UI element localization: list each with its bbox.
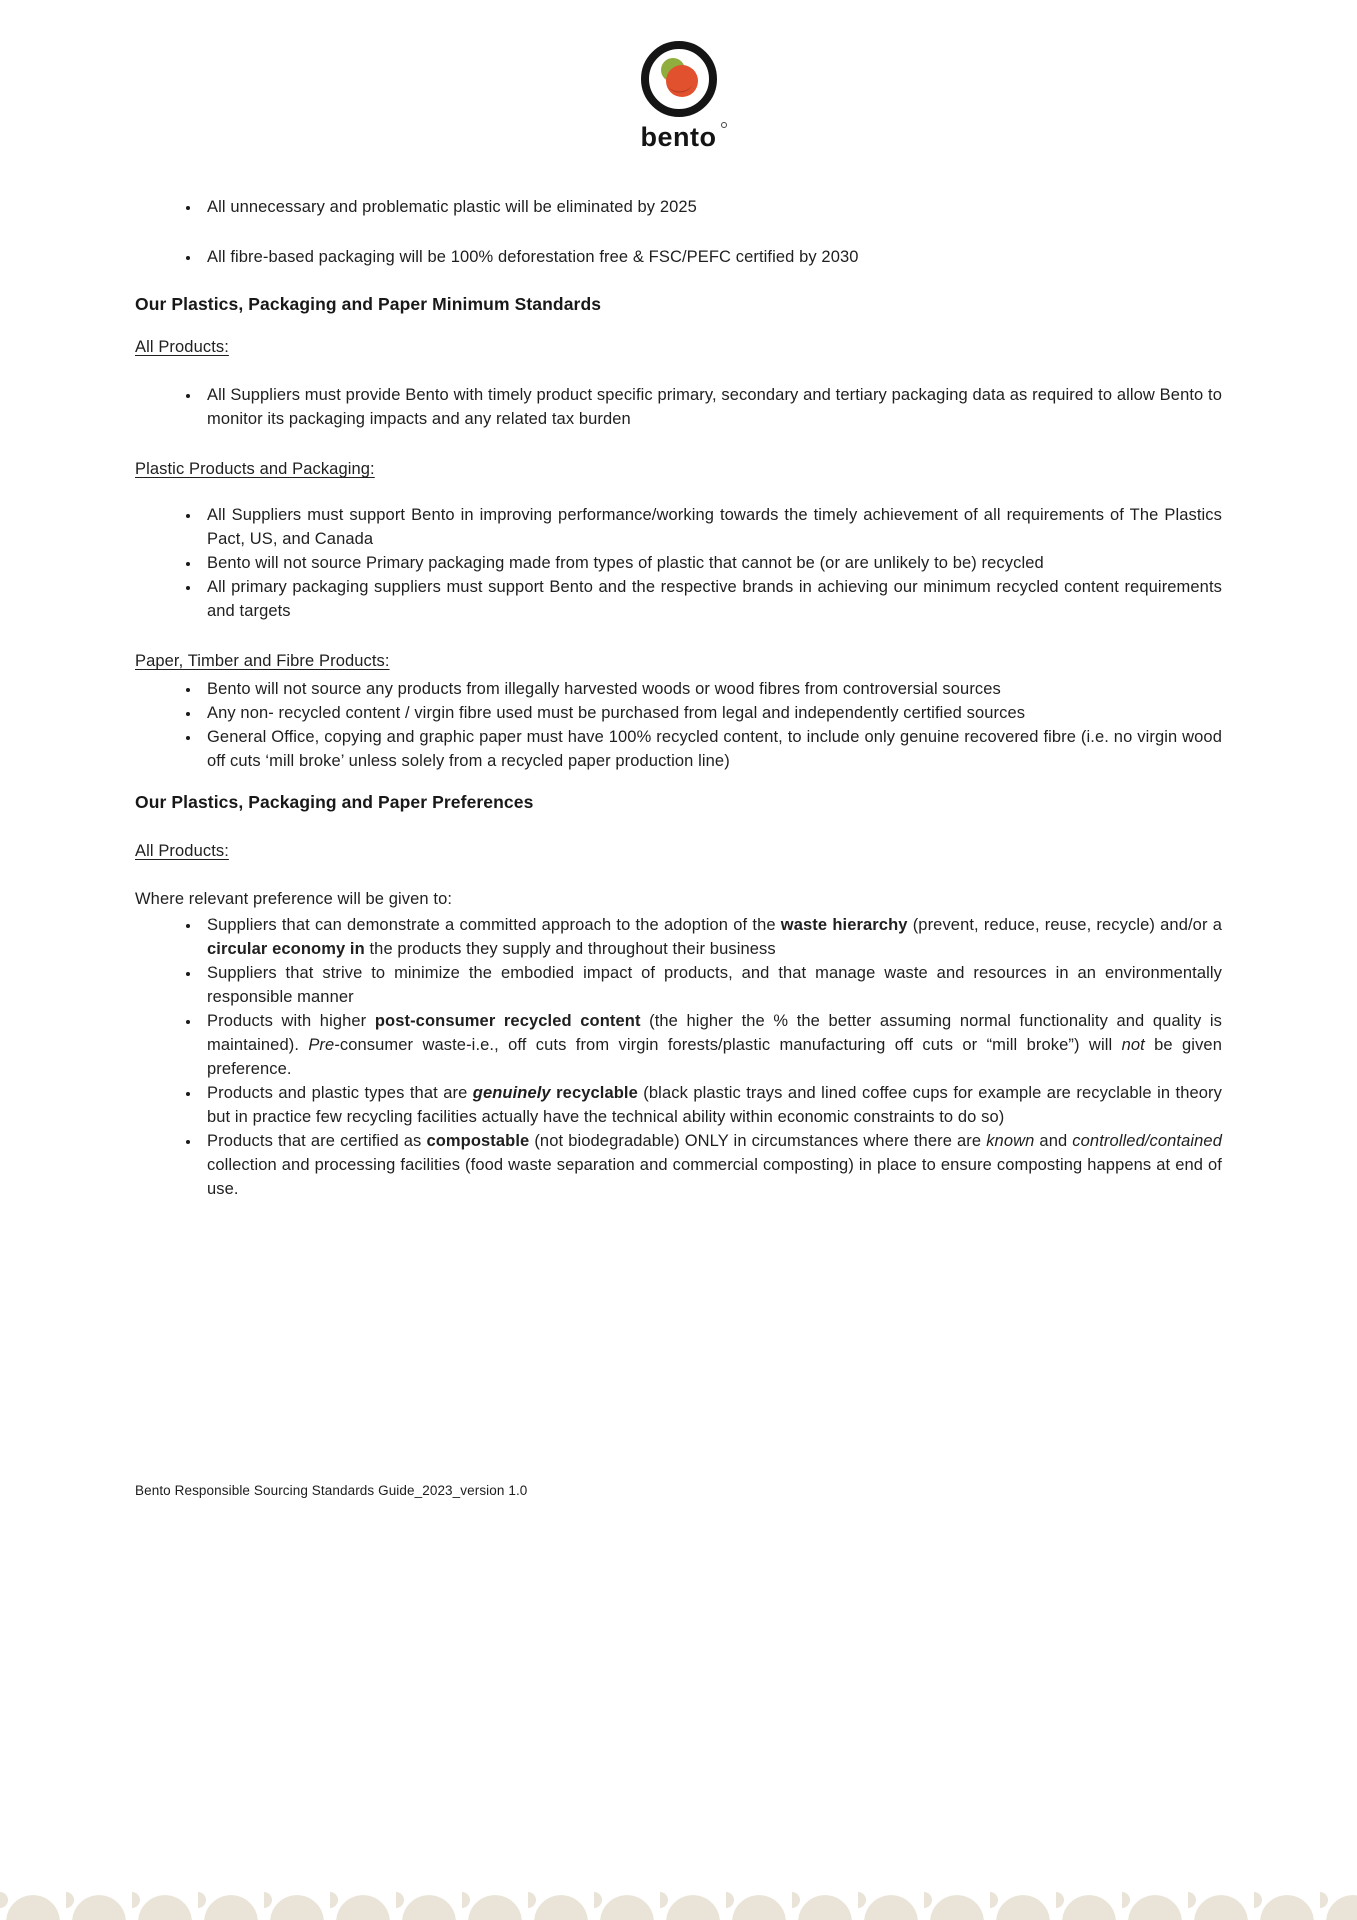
list-item: • Suppliers that can demonstrate a committed approach to the adoption of the waste hierarchy (prevent, reduce, reuse, recycle) and/or a circular economy in the products they supply and throughout their business <box>201 913 1222 961</box>
bento-logo <box>135 38 1222 151</box>
list-item: • Bento will not source any products from illegally harvested woods or wood fibres from controversial sources <box>201 677 1222 701</box>
intro-bullet-list <box>135 195 1222 269</box>
list-item: • Bento will not source Primary packaging made from types of plastic that cannot be (or are unlikely to be) recycled <box>201 551 1222 575</box>
subheading-plastic-products: Plastic Products and Packaging: <box>135 460 375 478</box>
trademark-icon <box>721 122 727 128</box>
subheading-all-products: All Products: <box>135 338 229 356</box>
subheading-all-products-preferences: All Products: <box>135 842 229 860</box>
bento-logo-icon <box>637 38 721 122</box>
list-item: • All Suppliers must support Bento in improving performance/working towards the timely achievement of all requirements of The Plastics Pact, US, and Canada <box>201 503 1222 551</box>
subheading-paper-timber-fibre: Paper, Timber and Fibre Products: <box>135 652 390 670</box>
section-heading-preferences: Our Plastics, Packaging and Paper Preferences <box>135 792 534 812</box>
paper-bullet-list <box>135 677 1222 773</box>
list-item: • Products with higher post-consumer recycled content (the higher the % the better assuming normal functionality and quality is maintained). Pre-consumer waste-i.e., off cuts from virgin forests/plastic manufacturing off cuts or “mill broke”) will not be given preference. <box>201 1009 1222 1081</box>
brand-wordmark-text: bento <box>640 122 717 152</box>
document-footer-text: Bento Responsible Sourcing Standards Guide_2023_version 1.0 <box>135 1483 528 1498</box>
list-item: • All Suppliers must provide Bento with timely product specific primary, secondary and tertiary packaging data as required to allow Bento to monitor its packaging impacts and any related tax burden <box>201 383 1222 431</box>
list-item: • All primary packaging suppliers must support Bento and the respective brands in achieving our minimum recycled content requirements and targets <box>201 575 1222 623</box>
list-item: • Any non- recycled content / virgin fibre used must be purchased from legal and independently certified sources <box>201 701 1222 725</box>
brand-wordmark <box>641 124 717 151</box>
list-item: • Suppliers that strive to minimize the embodied impact of products, and that manage waste and resources in an environmentally responsible manner <box>201 961 1222 1009</box>
list-item: • All unnecessary and problematic plastic will be eliminated by 2025 <box>201 195 1222 219</box>
list-item: • All fibre-based packaging will be 100% deforestation free & FSC/PEFC certified by 2030 <box>201 245 1222 269</box>
list-item: • Products and plastic types that are genuinely recyclable (black plastic trays and lined coffee cups for example are recyclable in theory but in practice few recycling facilities actually have the technical ability within economic constraints to do so) <box>201 1081 1222 1129</box>
all-products-bullet-list <box>135 383 1222 431</box>
preferences-bullet-list <box>135 913 1222 1201</box>
section-heading-minimum-standards: Our Plastics, Packaging and Paper Minimum Standards <box>135 294 602 314</box>
preferences-lead-text: Where relevant preference will be given to: <box>135 890 453 908</box>
list-item: • Products that are certified as compostable (not biodegradable) ONLY in circumstances where there are known and controlled/contained collection and processing facilities (food waste separation and commercial composting) in place to ensure composting happens at end of use. <box>201 1129 1222 1201</box>
plastic-bullet-list <box>135 503 1222 623</box>
list-item: • General Office, copying and graphic paper must have 100% recycled content, to include only genuine recovered fibre (i.e. no virgin wood off cuts ‘mill broke’ unless solely from a recycled paper production line) <box>201 725 1222 773</box>
scallop-border-decoration <box>0 1856 1357 1920</box>
